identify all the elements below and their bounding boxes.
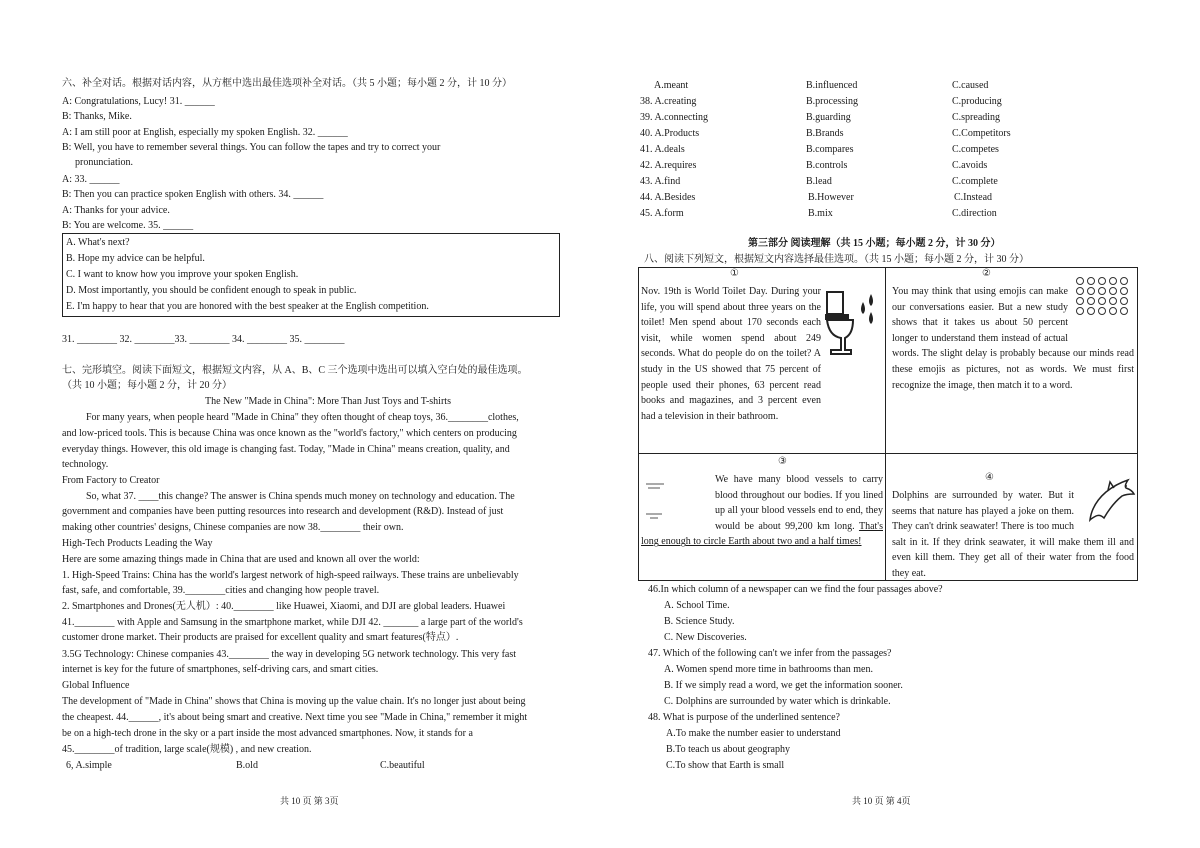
cloze-line: 1. High-Speed Trains: China has the world's largest network of high-speed railways. These trains are unbelievably xyxy=(62,570,519,581)
cloze-line: be on a high-tech drone in the sky or a part inside the most advanced smartphones. Now, it stands for a xyxy=(62,728,473,739)
cloze-line: Here are some amazing things made in China that are used and known all over the world: xyxy=(62,554,420,565)
cloze-heading: Global Influence xyxy=(62,680,130,691)
cloze-heading: High-Tech Products Leading the Way xyxy=(62,538,213,549)
page-footer: 共 10 页 第 3页 xyxy=(280,796,339,806)
answers-line: 31. ________ 32. ________33. ________ 34. ________ 35. ________ xyxy=(62,334,345,345)
choice-c: C.complete xyxy=(952,176,998,187)
q36-option-c: C.beautiful xyxy=(380,760,425,771)
passage-1-body: Nov. 19th is World Toilet Day. During your life, you will spend about three years on the toilet! Men spend about 170 seconds each visit, while women spend about 249 seconds. What do people do on the toilet? A study in the US showed that 75 percent of people used their phones, 63 percent read books and magazines, and 3 percent even had a television in their bathroom. xyxy=(641,286,821,422)
cloze-line: technology. xyxy=(62,459,109,470)
dialog-line: B: You are welcome. 35. ______ xyxy=(62,220,194,231)
choice-c: C.competes xyxy=(952,144,999,155)
choice-c: C.Competitors xyxy=(952,128,1011,139)
cloze-line: 45.________of tradition, large scale(规模) , and new creation. xyxy=(62,744,312,755)
q47-option-a: A. Women spend more time in bathrooms than men. xyxy=(664,664,873,675)
cloze-heading: From Factory to Creator xyxy=(62,475,160,486)
question-47: 47. Which of the following can't we infer from the passages? xyxy=(648,648,892,659)
choice-b: B.processing xyxy=(806,96,858,107)
section-6-title: 六、补全对话。根据对话内容，从方框中选出最佳选项补全对话。（共 5 小题；每小题 2 分，计 10 分） xyxy=(62,78,512,89)
page-footer: 共 10 页 第 4页 xyxy=(852,796,911,806)
cloze-line: For many years, when people heard "Made in China" they often thought of cheap toys, 36.________clothes, xyxy=(86,412,519,423)
option-e: E. I'm happy to hear that you are honored with the best speaker at the English competition. xyxy=(66,301,429,312)
dialog-line: A: Thanks for your advice. xyxy=(62,205,170,216)
cloze-line: customer drone market. Their products are praised for excellent quality and smart features(特点）. xyxy=(62,632,459,643)
passage-3-text xyxy=(641,472,883,550)
cloze-title: The New "Made in China": More Than Just Toys and T-shirts xyxy=(205,396,451,407)
passage-3-body: We have many blood vessels to carry blood throughout our bodies. If you lined up all your blood vessels end to end, they would be about 99,200 km long. xyxy=(715,474,883,532)
toilet-icon xyxy=(819,284,879,356)
passage-2-text xyxy=(892,284,1134,393)
q46-option-a: A. School Time. xyxy=(664,600,730,611)
cloze-line: So, what 37. ____this change? The answer is China spends much money on technology and education. The xyxy=(86,491,515,502)
dialog-line: A: 33. ______ xyxy=(62,174,120,185)
option-a: A. What's next? xyxy=(66,237,130,248)
passage-4-text xyxy=(892,488,1134,582)
choice-c: C.caused xyxy=(952,80,989,91)
choice-c: C.spreading xyxy=(952,112,1001,123)
choice-a: 41. A.deals xyxy=(640,144,685,155)
passage-1-text xyxy=(641,284,883,424)
choice-b: B.influenced xyxy=(806,80,858,91)
choice-b: B.guarding xyxy=(806,112,851,123)
q47-option-b: B. If we simply read a word, we get the information sooner. xyxy=(664,680,903,691)
option-d: D. Most importantly, you should be confident enough to speak in public. xyxy=(66,285,357,296)
choice-c: C.producing xyxy=(952,96,1002,107)
choice-a: 38. A.creating xyxy=(640,96,697,107)
choice-c: C.direction xyxy=(952,208,997,219)
cloze-line: and low-priced tools. This is because China was once known as the "world's factory," which centers on producing xyxy=(62,428,517,439)
choice-a: 39. A.connecting xyxy=(640,112,709,123)
cloze-line: government and companies have been putting resources into research and development (R&D). Instead of just xyxy=(62,506,504,517)
passage-2-number: ② xyxy=(982,268,991,279)
passage-4-body: Dolphins are surrounded by water. But it seems that nature has played a joke on them. They can't drink seawater! There is too much salt in it. If they drink seawater, it will make them ill and even kill them. They get all of their water from the food they eat. xyxy=(892,490,1134,579)
choice-b: B.compares xyxy=(806,144,854,155)
dialog-line: pronunciation. xyxy=(75,157,134,168)
choice-b: B.However xyxy=(808,192,854,203)
choice-a: 45. A.form xyxy=(640,208,684,219)
choice-b: B.mix xyxy=(808,208,833,219)
q48-option-b: B.To teach us about geography xyxy=(666,744,790,755)
q46-option-c: C. New Discoveries. xyxy=(664,632,747,643)
q47-option-c: C. Dolphins are surrounded by water which is drinkable. xyxy=(664,696,891,707)
choice-a: 40. A.Products xyxy=(640,128,700,139)
choice-a: 42. A.requires xyxy=(640,160,697,171)
q36-option-a: 6, A.simple xyxy=(66,760,112,771)
choice-b: B.controls xyxy=(806,160,848,171)
dialog-line: B: Then you can practice spoken English with others. 34. ______ xyxy=(62,189,324,200)
dialog-line: A: Congratulations, Lucy! 31. ______ xyxy=(62,96,215,107)
choice-c: C.Instead xyxy=(954,192,993,203)
cloze-line: the cheapest. 44.______, it's about being smart and creative. Next time you see "Made in China," remember it might xyxy=(62,712,528,723)
passage-1-number: ① xyxy=(730,268,739,279)
choice-b: B.Brands xyxy=(806,128,844,139)
choice-c: C.avoids xyxy=(952,160,988,171)
choice-a: 43. A.find xyxy=(640,176,681,187)
question-48: 48. What is purpose of the underlined sentence? xyxy=(648,712,840,723)
section-7-subtitle: （共 10 小题；每小题 2 分，计 20 分） xyxy=(62,380,232,391)
cloze-line: making other countries' designs, Chinese companies are now 38.________ their own. xyxy=(62,522,404,533)
options-box xyxy=(62,233,560,317)
cloze-line: everyday things. However, this old image is changing fast. Today, "Made in China" means creation, quality, and xyxy=(62,444,510,455)
dialog-line: B: Well, you have to remember several things. You can follow the tapes and try to correct your xyxy=(62,142,441,153)
passage-3-number: ③ xyxy=(778,456,787,467)
q48-option-a: A.To make the number easier to understand xyxy=(666,728,841,739)
section-8-title: 八、阅读下列短文，根据短文内容选择最佳选项。（共 15 小题；每小题 2 分，计 30 分） xyxy=(644,254,1029,265)
cloze-line: 2. Smartphones and Drones(无人机）: 40.________ like Huawei, Xiaomi, and DJI are global leaders. Huawei xyxy=(62,601,506,612)
cloze-line: The development of "Made in China" shows that China is moving up the value chain. It's no longer just about being xyxy=(62,696,526,707)
dialog-line: A: I am still poor at English, especially my spoken English. 32. ______ xyxy=(62,127,348,138)
cloze-line: fast, safe, and comfortable, 39.________cities and changing how people travel. xyxy=(62,585,380,596)
underlined-sentence: That's long enough to circle Earth about two and a half times! xyxy=(641,520,883,548)
choice-b: B.lead xyxy=(806,176,832,187)
passage-2-body: You may think that using emojis can make our conversations easier. But a new study shows that it takes us about 50 percent longer to understand them instead of actual words. The slight delay is probably because our minds read these emojis as pictures, not as words. We must first recognize the image, then match it to a word. xyxy=(892,286,1134,391)
part-3-title: 第三部分 阅读理解（共 15 小题；每小题 2 分，计 30 分） xyxy=(748,238,1001,249)
choice-a: 44. A.Besides xyxy=(640,192,696,203)
option-c: C. I want to know how you improve your spoken English. xyxy=(66,269,299,280)
q46-option-b: B. Science Study. xyxy=(664,616,735,627)
option-b: B. Hope my advice can be helpful. xyxy=(66,253,205,264)
question-46: 46.In which column of a newspaper can we find the four passages above? xyxy=(648,584,943,595)
cloze-line: 41.________ with Apple and Samsung in the smartphone market, while DJI 42. _______ a large part of the world's xyxy=(62,617,523,628)
q48-option-c: C.To show that Earth is small xyxy=(666,760,785,771)
choice-a: A.meant xyxy=(654,80,689,91)
dialog-line: B: Thanks, Mike. xyxy=(62,111,132,122)
cloze-line: 3.5G Technology: Chinese companies 43.________ the way in developing 5G network technology. This very fast xyxy=(62,649,517,660)
cloze-line: internet is key for the future of smartphones, self-driving cars, and smart cities. xyxy=(62,664,379,675)
section-7-title: 七、完形填空。阅读下面短文，根据短文内容，从 A、B、C 三个选项中选出可以填入空白处的最佳选项。 xyxy=(62,365,528,376)
q36-option-b: B.old xyxy=(236,760,258,771)
passage-4-number: ④ xyxy=(985,472,994,483)
